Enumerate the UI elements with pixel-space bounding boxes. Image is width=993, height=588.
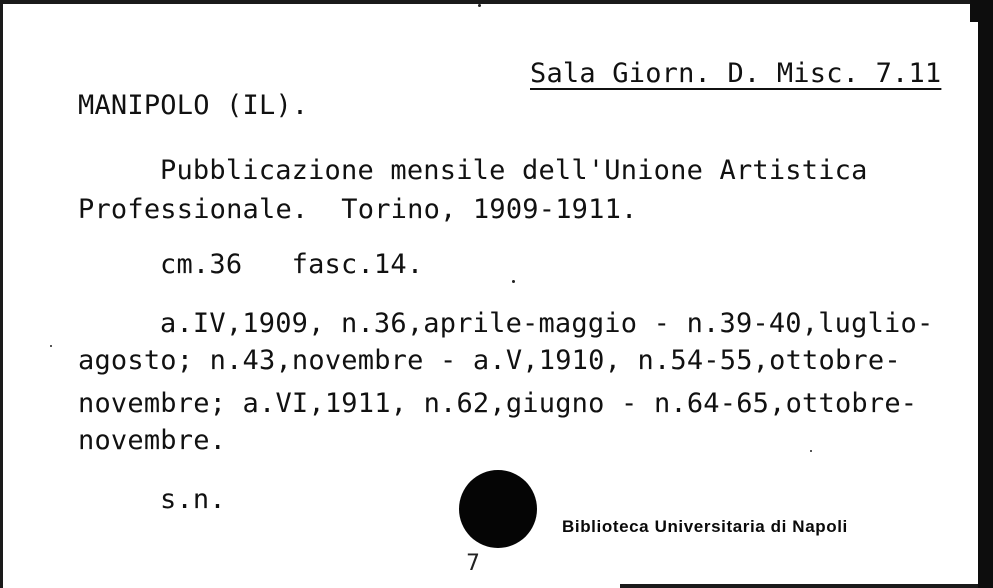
library-stamp-text: Biblioteca Universitaria di Napoli: [562, 517, 848, 536]
record-title: MANIPOLO (IL).: [78, 90, 309, 121]
holdings-line-4: novembre.: [78, 425, 227, 456]
library-stamp-dot: [459, 470, 537, 548]
shelfmark: Sala Giorn. D. Misc. 7.11: [530, 58, 942, 89]
scan-speck: [478, 4, 481, 7]
description-line-1: Pubblicazione mensile dell'Unione Artistica: [160, 155, 868, 186]
holdings-line-3: novembre; a.VI,1911, n.62,giugno - n.64-65,ottobre-: [78, 388, 918, 419]
description-line-2: Professionale. Torino, 1909-1911.: [78, 194, 638, 225]
card-edge-left: [0, 0, 3, 588]
note-sn: s.n.: [160, 484, 226, 515]
holdings-line-1: a.IV,1909, n.36,aprile-maggio - n.39-40,luglio-: [160, 308, 934, 339]
physical-description: cm.36 fasc.14.: [160, 249, 424, 280]
scan-speck: [512, 280, 515, 283]
card-edge-notch: [970, 0, 993, 22]
card-edge-right: [978, 0, 993, 588]
scan-speck: [50, 345, 52, 347]
scan-speck: [810, 450, 812, 452]
holdings-line-2: agosto; n.43,novembre - a.V,1910, n.54-55,ottobre-: [78, 345, 901, 376]
handwritten-mark: 7: [466, 551, 480, 576]
card-edge-top: [0, 0, 993, 4]
card-edge-bottom: [620, 584, 978, 588]
